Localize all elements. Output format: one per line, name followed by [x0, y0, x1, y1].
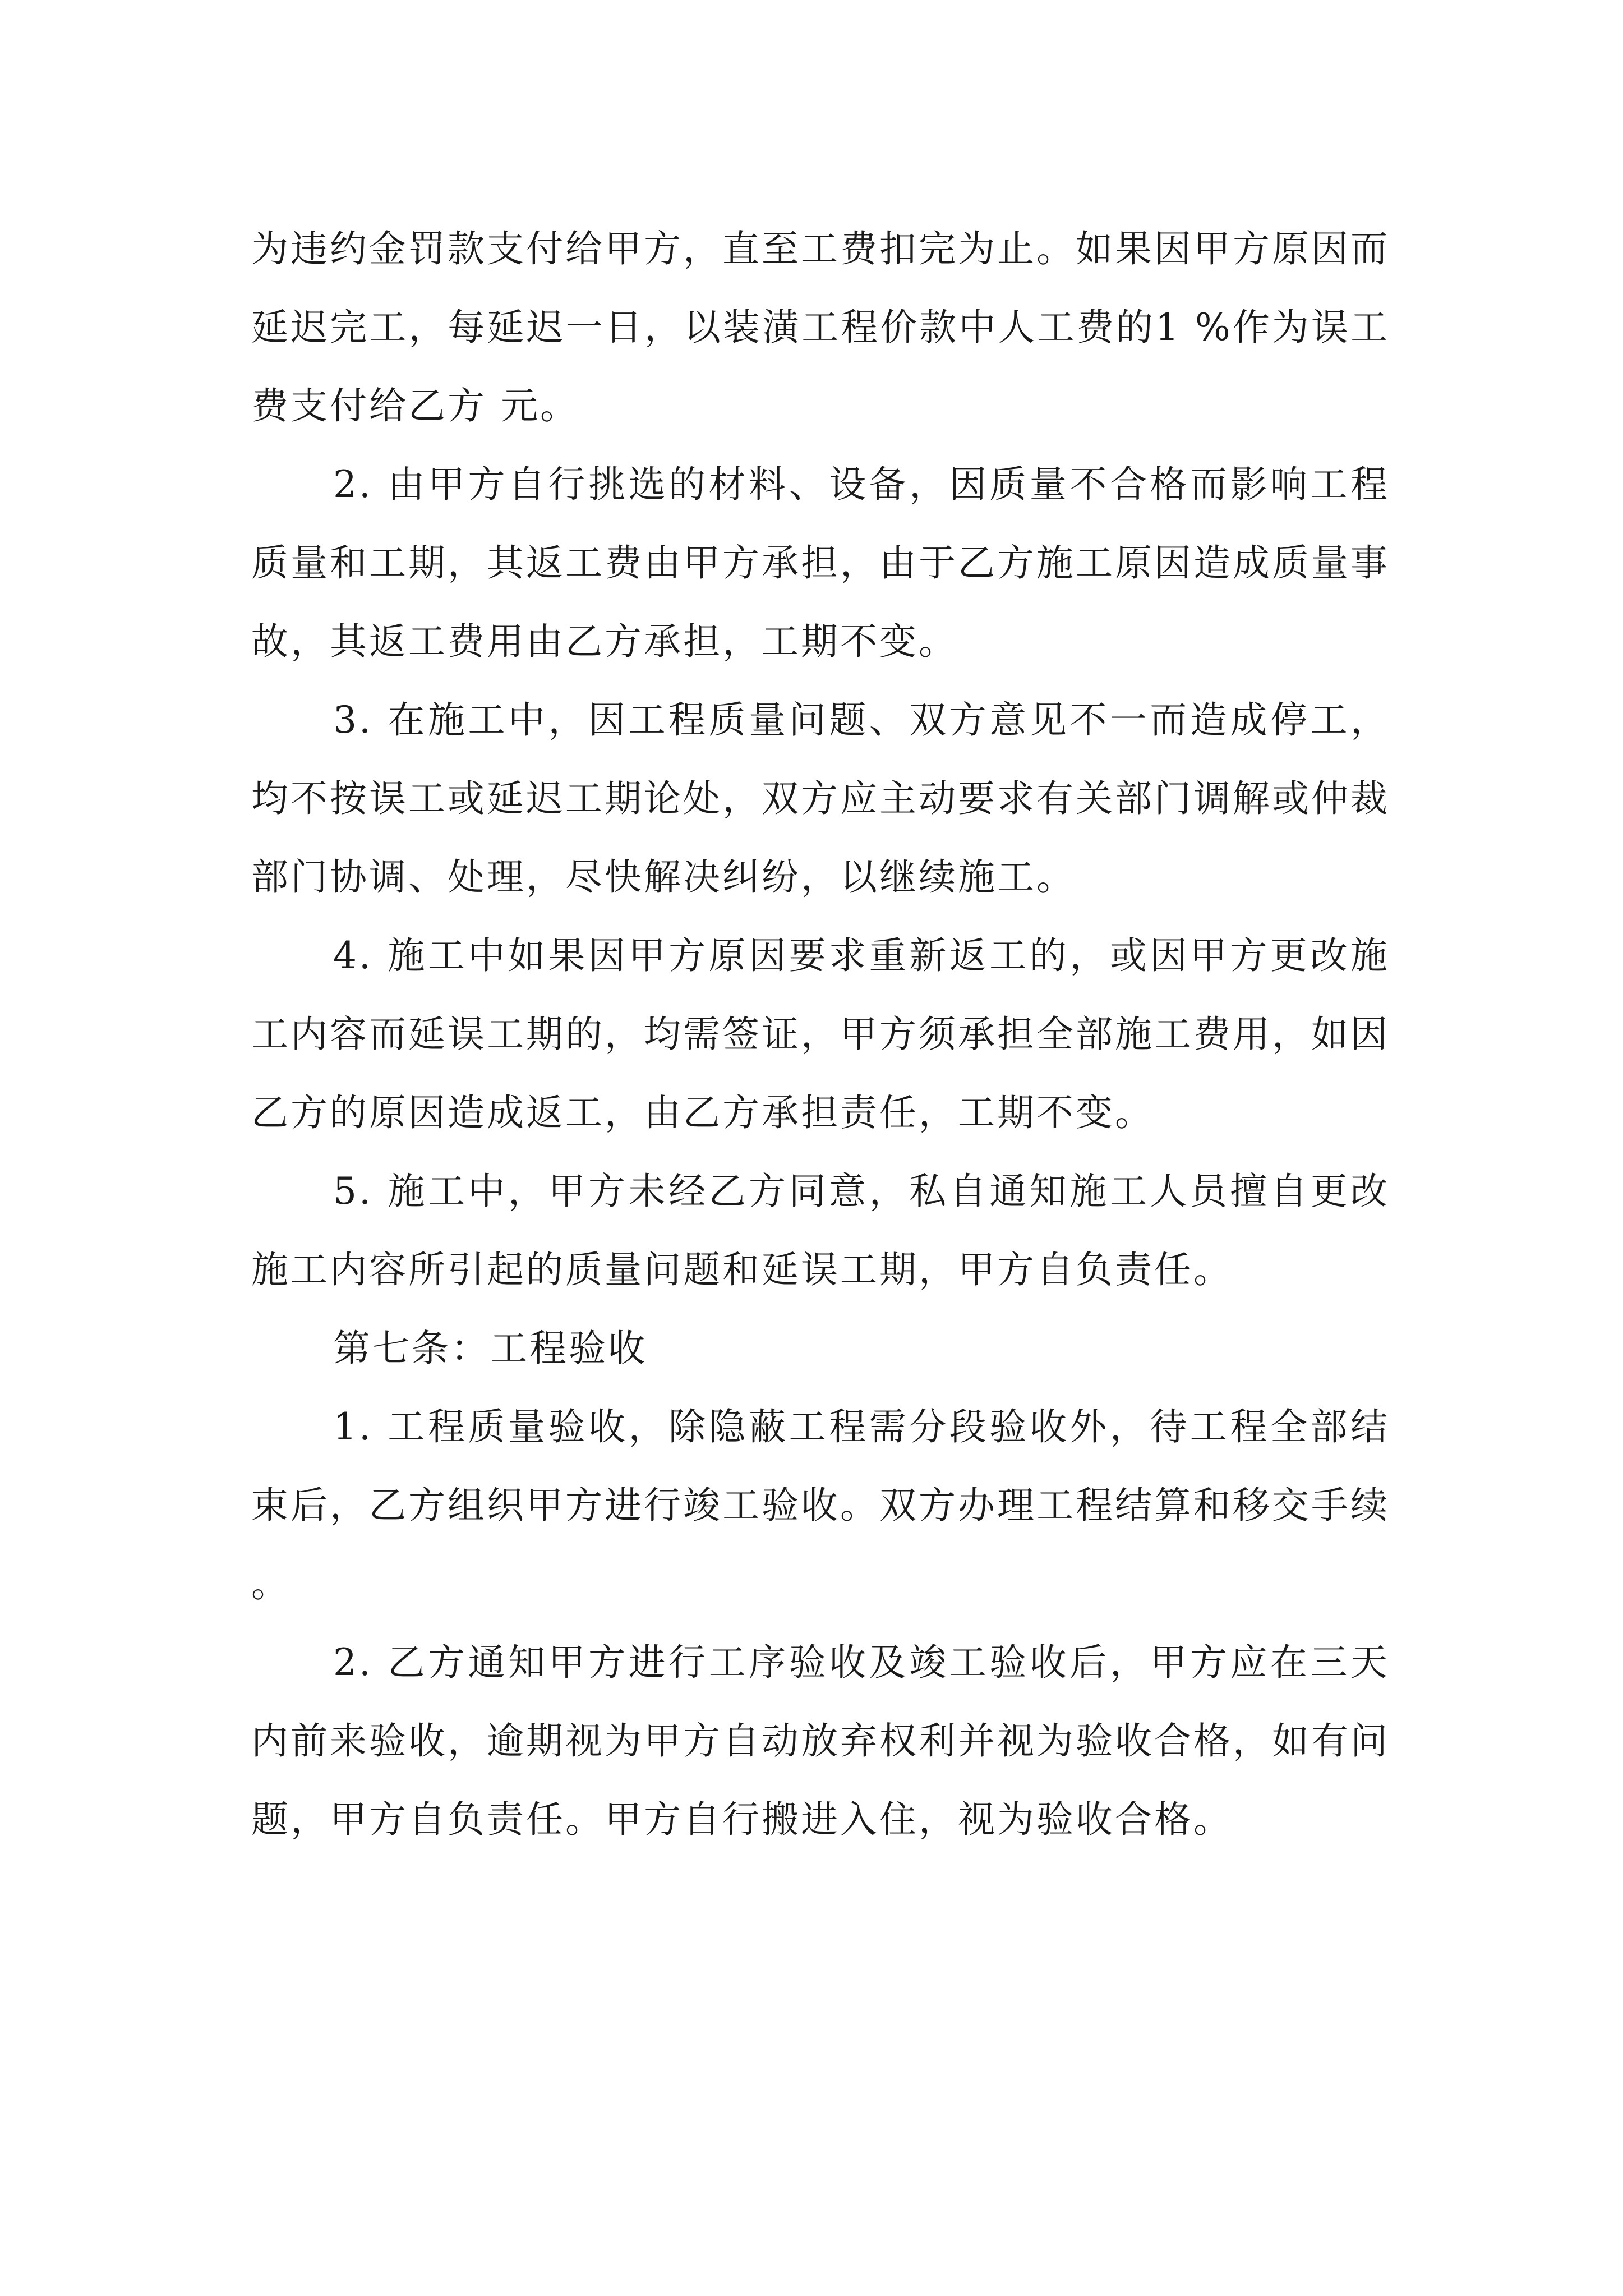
paragraph-clause-4-rework: 4. 施工中如果因甲方原因要求重新返工的，或因甲方更改施工内容而延误工期的，均需签证，甲方须承担全部施工费用，如因乙方的原因造成返工，由乙方承担责任，工期不变。 [251, 934, 1390, 1134]
paragraph-acceptance-2: 2. 乙方通知甲方进行工序验收及竣工验收后，甲方应在三天内前来验收，逾期视为甲方自动放弃权利并视为验收合格，如有问题，甲方自负责任。甲方自行搬进入住，视为验收合格。 [251, 1641, 1390, 1841]
document-body [251, 210, 1390, 1859]
paragraph-acceptance-1: 1. 工程质量验收，除隐蔽工程需分段验收外，待工程全部结束后，乙方组织甲方进行竣工验收。双方办理工程结算和移交手续。 [251, 1405, 1390, 1605]
paragraph-clause-2-material-quality: 2. 由甲方自行挑选的材料、设备，因质量不合格而影响工程质量和工期，其返工费由甲方承担，由于乙方施工原因造成质量事故，其返工费用由乙方承担，工期不变。 [251, 463, 1390, 663]
paragraph-penalty-continuation: 为违约金罚款支付给甲方，直至工费扣完为止。如果因甲方原因而延迟完工，每延迟一日，以装潢工程价款中人工费的1 %作为误工费支付给乙方 元。 [251, 227, 1390, 427]
paragraph-clause-3-work-stoppage: 3. 在施工中，因工程质量问题、双方意见不一而造成停工，均不按误工或延迟工期论处，双方应主动要求有关部门调解或仲裁部门协调、处理，尽快解决纠纷，以继续施工。 [251, 698, 1390, 899]
paragraph-clause-5-unauthorized-change: 5. 施工中，甲方未经乙方同意，私自通知施工人员擅自更改施工内容所引起的质量问题和延误工期，甲方自负责任。 [251, 1170, 1390, 1291]
section-heading-article-7: 第七条：工程验收 [333, 1327, 647, 1370]
